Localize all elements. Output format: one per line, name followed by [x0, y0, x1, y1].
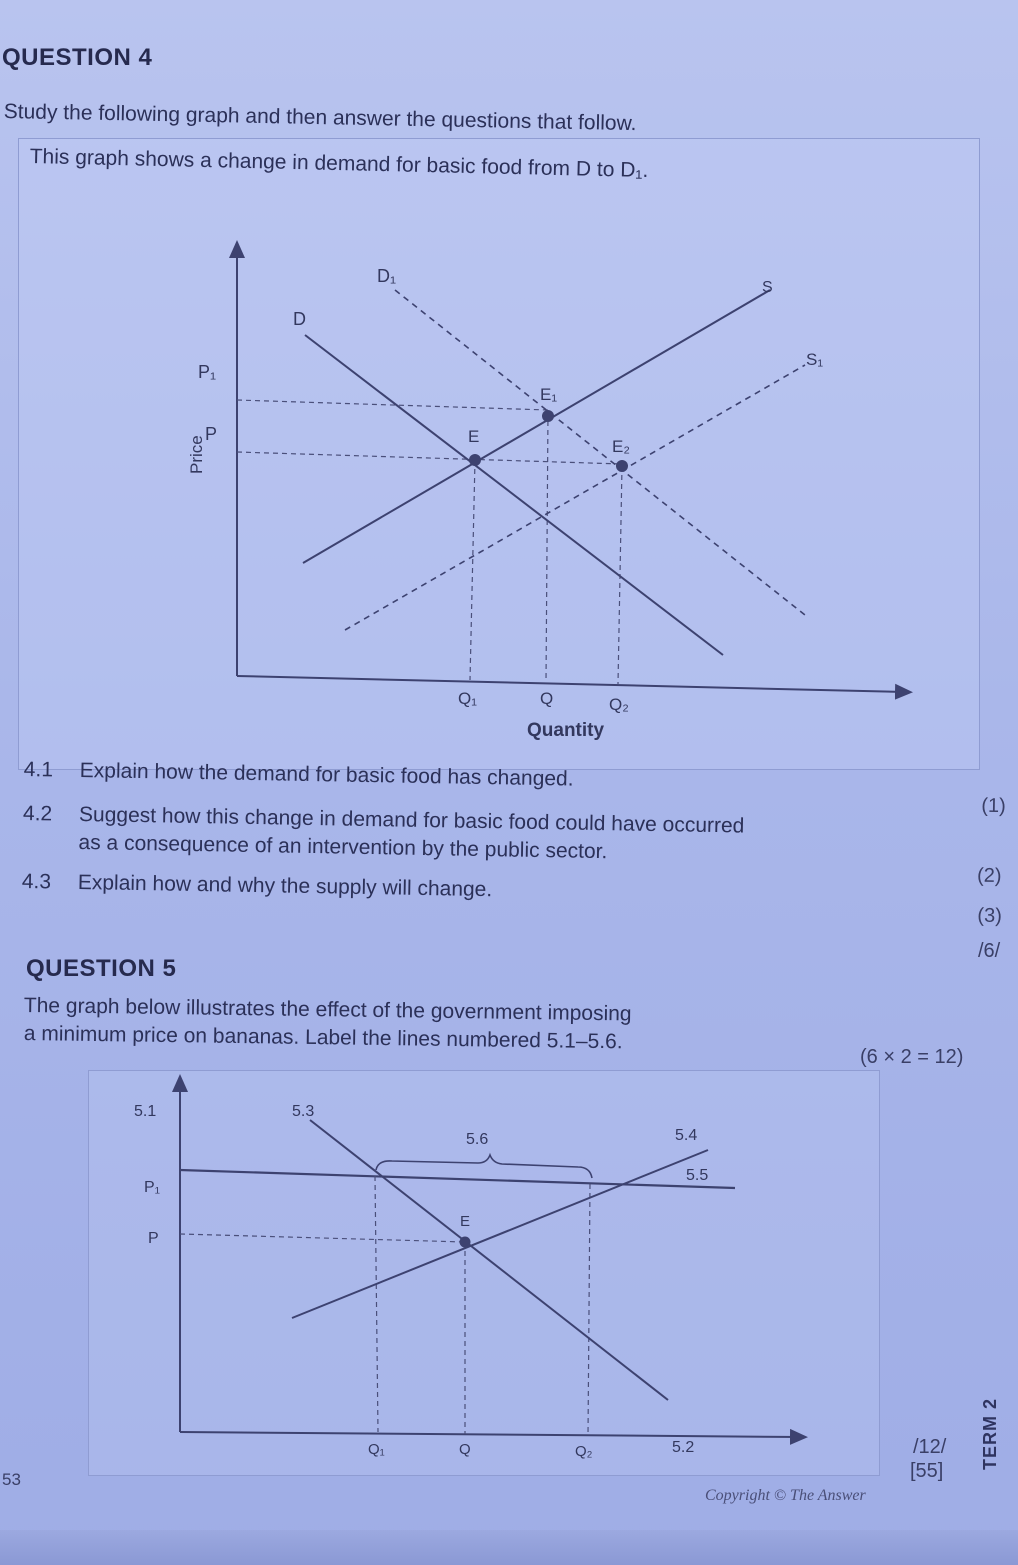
- q4-quantity-axis-label: Quantity: [527, 720, 605, 741]
- q4-total-marks: /6/: [978, 940, 1001, 962]
- q4-label-p: P: [205, 424, 218, 444]
- q4-2-text: Suggest how this change in demand for basic food could have occurred: [78, 802, 745, 838]
- q4-3-text: Explain how and why the supply will change.: [77, 870, 493, 902]
- question-4-intro: Study the following graph and then answer the questions that follow.: [3, 100, 637, 136]
- q4-2-number: 4.2: [22, 801, 53, 826]
- copyright-line: Copyright © The Answer: [705, 1487, 866, 1504]
- q4-label-q2: Q₂: [609, 695, 629, 714]
- q5-surplus-brace: [376, 1155, 592, 1178]
- q5-label-p1: P₁: [144, 1179, 161, 1196]
- q5-label-p: P: [148, 1230, 159, 1247]
- q5-label-5-1: 5.1: [134, 1103, 157, 1120]
- q4-label-e1: E₁: [540, 385, 558, 404]
- q4-price-axis-label: Price: [187, 435, 206, 474]
- q5-label-5-6: 5.6: [466, 1131, 489, 1148]
- q5-label-5-5: 5.5: [686, 1167, 709, 1184]
- q4-label-q: Q: [540, 689, 554, 708]
- q4-label-e2: E₂: [612, 437, 630, 456]
- q4-label-e: E: [468, 427, 480, 446]
- q4-label-p1: P₁: [198, 362, 217, 382]
- page-bottom-edge: [0, 1530, 1018, 1565]
- q5-p-guide: [180, 1234, 465, 1242]
- side-term-tab: TERM 2: [980, 1397, 1000, 1470]
- q4-1-marks: (1): [981, 794, 1006, 818]
- q4-2-text-line2: as a consequence of an intervention by the public sector.: [78, 830, 608, 864]
- q4-label-d1: D₁: [377, 266, 397, 286]
- q5-label-q1: Q₁: [368, 1441, 385, 1458]
- question-4-heading: QUESTION 4: [2, 44, 153, 71]
- q4-label-q1: Q₁: [458, 689, 477, 708]
- q5-label-5-3: 5.3: [292, 1103, 315, 1120]
- q5-label-e: E: [460, 1213, 471, 1230]
- question-5-marks: (6 × 2 = 12): [860, 1046, 964, 1068]
- question-5-intro-line1: The graph below illustrates the effect of the government imposing: [23, 994, 632, 1026]
- question-5-heading: QUESTION 5: [26, 955, 177, 982]
- q4-2-marks: (2): [976, 864, 1002, 888]
- q4-1-text: Explain how the demand for basic food has changed.: [79, 758, 574, 791]
- page-number: 53: [2, 1470, 21, 1489]
- q5-q2-guide: [588, 1184, 590, 1436]
- q4-label-d: D: [293, 309, 306, 329]
- q4-label-s1: S₁: [806, 350, 824, 369]
- q4-label-s: S: [762, 279, 773, 296]
- q5-demand-line: [310, 1120, 668, 1400]
- q5-label-5-4: 5.4: [675, 1127, 698, 1144]
- q5-label-q: Q: [459, 1441, 471, 1458]
- q4-3-number: 4.3: [21, 869, 52, 894]
- question-5-intro-line2: a minimum price on bananas. Label the lines numbered 5.1–5.6.: [23, 1022, 623, 1054]
- q5-label-q2: Q₂: [575, 1443, 593, 1460]
- q4-3-marks: (3): [977, 904, 1003, 928]
- q5-quantity-axis: [180, 1432, 800, 1437]
- q5-q1-guide: [375, 1176, 378, 1432]
- q5-label-5-2: 5.2: [672, 1439, 695, 1456]
- q4-1-number: 4.1: [23, 758, 54, 782]
- question-4-caption: This graph shows a change in demand for basic food from D to D₁.: [29, 145, 649, 183]
- q5-subtotal: /12/: [913, 1436, 947, 1458]
- grand-total: [55]: [910, 1460, 944, 1482]
- q5-point-e: [460, 1237, 471, 1248]
